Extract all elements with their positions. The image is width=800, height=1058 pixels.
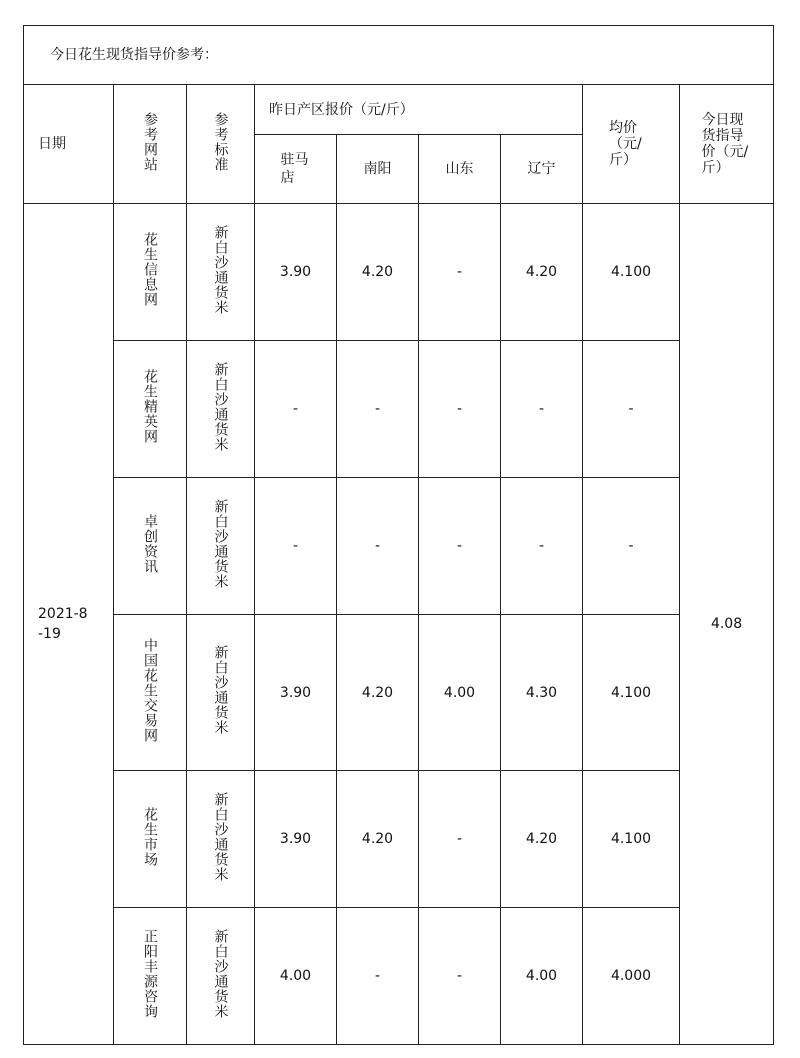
price-avg: - bbox=[583, 478, 680, 615]
price-zhumadian: - bbox=[255, 341, 337, 478]
table-row bbox=[24, 908, 774, 1045]
price-nanyang: 4.20 bbox=[337, 771, 419, 908]
site-cell: 花生精英网 bbox=[114, 341, 187, 478]
header-site: 参考网站 bbox=[114, 85, 187, 204]
price-liaoning: - bbox=[501, 341, 583, 478]
standard-cell: 新白沙通货米 bbox=[187, 908, 255, 1045]
header-region-nanyang: 南阳 bbox=[337, 135, 419, 204]
site-cell: 正阳丰源咨询 bbox=[114, 908, 187, 1045]
site-cell: 卓创资讯 bbox=[114, 478, 187, 615]
date-cell: 2021-8-19 bbox=[24, 204, 114, 1045]
price-avg: - bbox=[583, 341, 680, 478]
price-liaoning: 4.00 bbox=[501, 908, 583, 1045]
header-guide: 今日现货指导价（元/斤） bbox=[680, 85, 774, 204]
header-standard: 参考标准 bbox=[187, 85, 255, 204]
header-date: 日期 bbox=[24, 85, 114, 204]
table-row bbox=[24, 204, 774, 341]
price-liaoning: 4.20 bbox=[501, 204, 583, 341]
table-row bbox=[24, 615, 774, 771]
site-cell: 花生市场 bbox=[114, 771, 187, 908]
site-cell: 花生信息网 bbox=[114, 204, 187, 341]
price-table bbox=[23, 25, 774, 1045]
price-shandong: 4.00 bbox=[419, 615, 501, 771]
price-zhumadian: 3.90 bbox=[255, 204, 337, 341]
price-avg: 4.100 bbox=[583, 615, 680, 771]
price-shandong: - bbox=[419, 478, 501, 615]
price-avg: 4.000 bbox=[583, 908, 680, 1045]
guide-price-cell: 4.08 bbox=[680, 204, 774, 1045]
standard-cell: 新白沙通货米 bbox=[187, 771, 255, 908]
price-liaoning: 4.30 bbox=[501, 615, 583, 771]
table-row bbox=[24, 478, 774, 615]
standard-cell: 新白沙通货米 bbox=[187, 341, 255, 478]
price-liaoning: 4.20 bbox=[501, 771, 583, 908]
header-quote-group: 昨日产区报价（元/斤） bbox=[255, 85, 583, 135]
price-avg: 4.100 bbox=[583, 771, 680, 908]
table-row bbox=[24, 771, 774, 908]
price-zhumadian: 4.00 bbox=[255, 908, 337, 1045]
standard-cell: 新白沙通货米 bbox=[187, 204, 255, 341]
price-nanyang: - bbox=[337, 908, 419, 1045]
price-nanyang: 4.20 bbox=[337, 204, 419, 341]
header-region-zhumadian: 驻马店 bbox=[255, 135, 337, 204]
price-nanyang: - bbox=[337, 478, 419, 615]
price-shandong: - bbox=[419, 341, 501, 478]
price-zhumadian: 3.90 bbox=[255, 615, 337, 771]
price-avg: 4.100 bbox=[583, 204, 680, 341]
price-zhumadian: 3.90 bbox=[255, 771, 337, 908]
price-shandong: - bbox=[419, 771, 501, 908]
header-avg: 均价（元/斤） bbox=[583, 85, 680, 204]
table-row bbox=[24, 341, 774, 478]
price-nanyang: - bbox=[337, 341, 419, 478]
price-shandong: - bbox=[419, 204, 501, 341]
standard-cell: 新白沙通货米 bbox=[187, 615, 255, 771]
price-shandong: - bbox=[419, 908, 501, 1045]
header-region-liaoning: 辽宁 bbox=[501, 135, 583, 204]
header-region-shandong: 山东 bbox=[419, 135, 501, 204]
price-zhumadian: - bbox=[255, 478, 337, 615]
price-liaoning: - bbox=[501, 478, 583, 615]
site-cell: 中国花生交易网 bbox=[114, 615, 187, 771]
price-nanyang: 4.20 bbox=[337, 615, 419, 771]
standard-cell: 新白沙通货米 bbox=[187, 478, 255, 615]
table-title: 今日花生现货指导价参考： bbox=[24, 26, 774, 85]
